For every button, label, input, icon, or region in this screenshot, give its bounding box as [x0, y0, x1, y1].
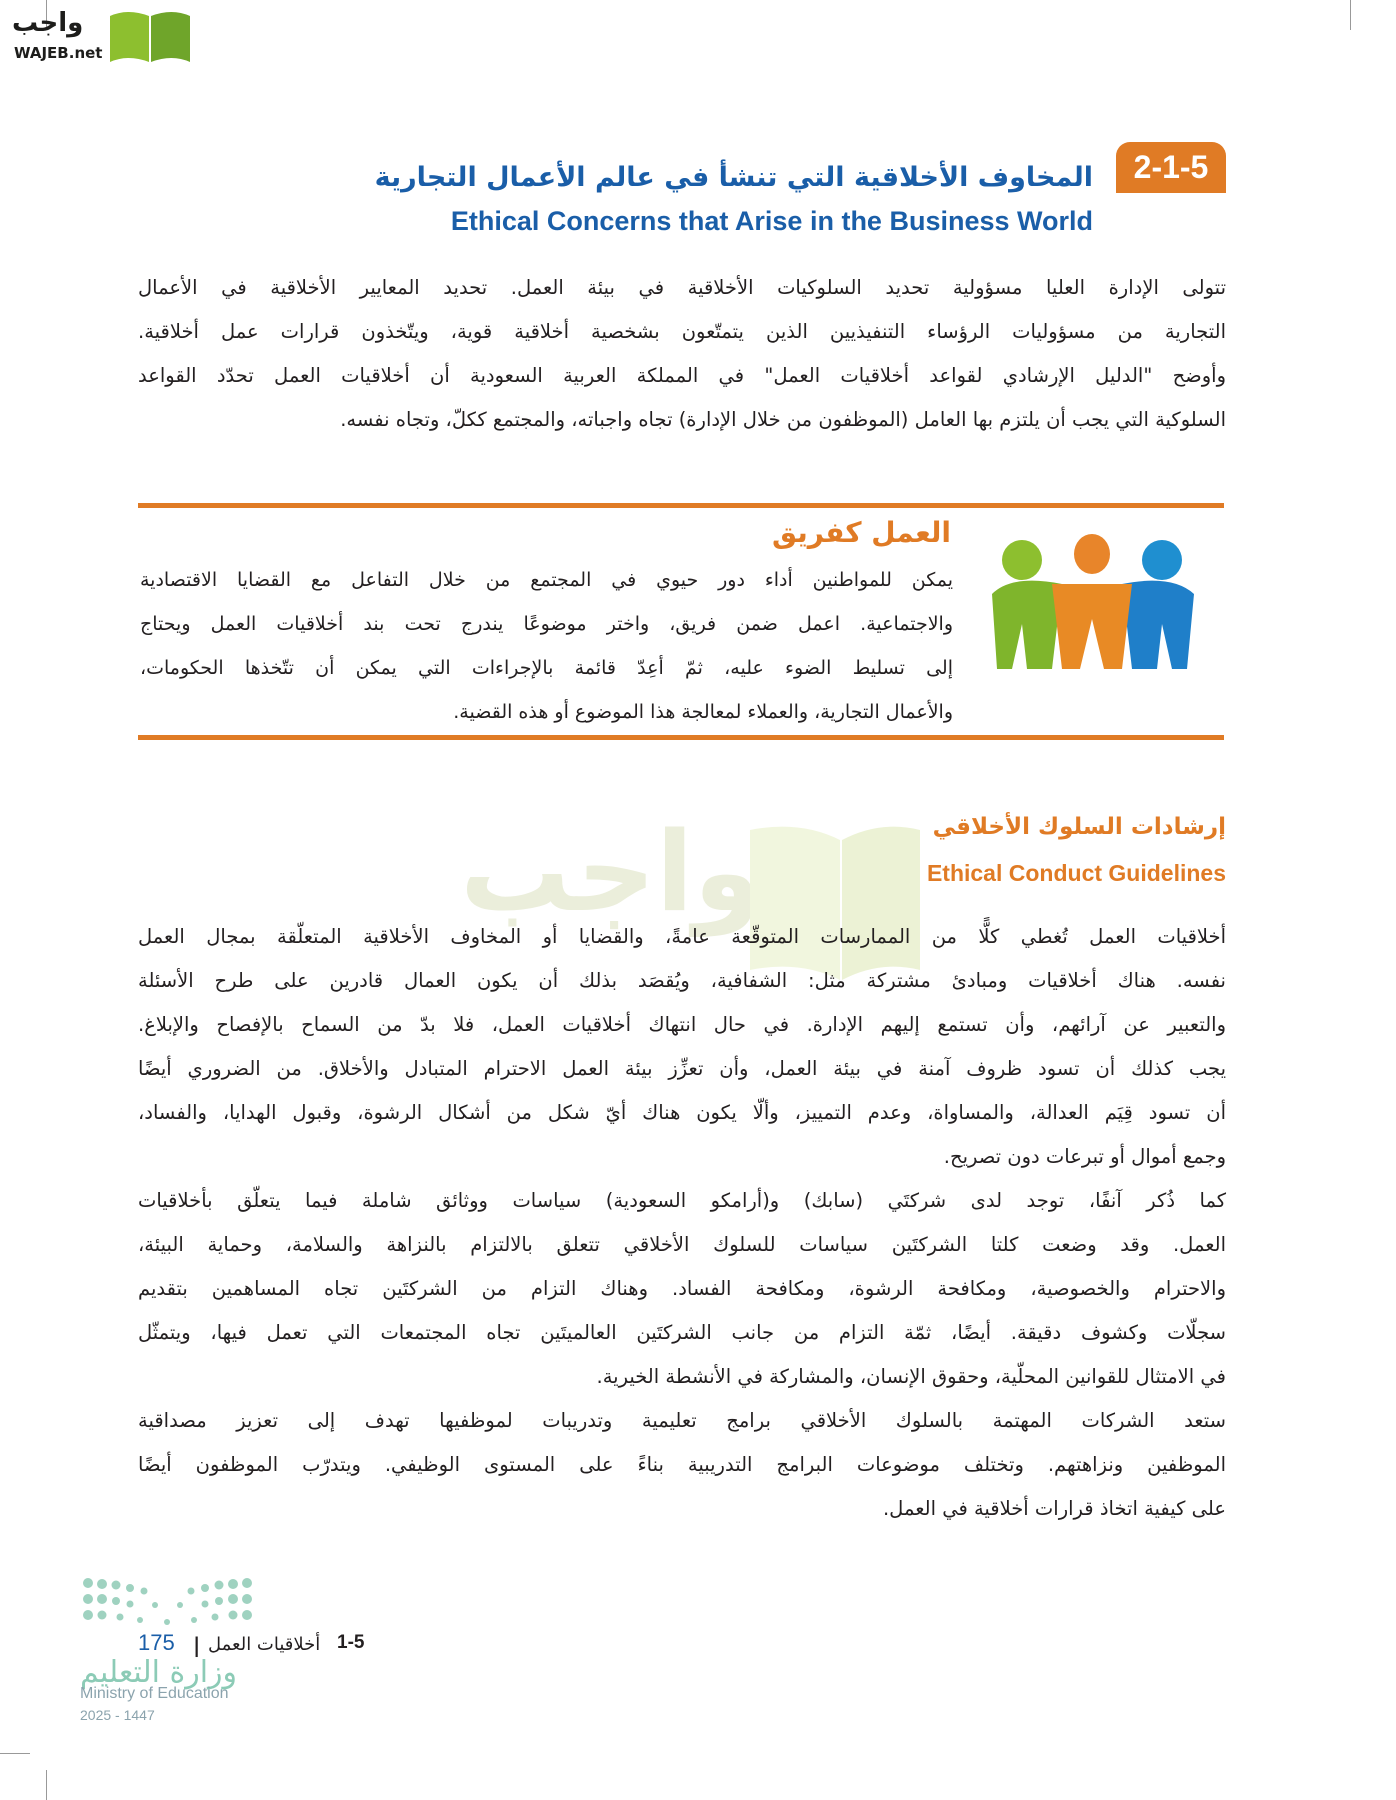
- text-line: وأوضح "الدليل الإرشادي لقواعد أخلاقيات العمل" في المملكة العربية السعودية أن أخلاقيات العمل تحدّد القواعد: [138, 364, 1226, 387]
- text-line: الموظفين ونزاهتهم. وتختلف موضوعات البرامج التدريبية بناءً على المستوى الوظيفي. ويتدرّب الموظفون أيضًا: [138, 1453, 1226, 1476]
- team-people-icon: [982, 534, 1202, 669]
- logo-sub: WAJEB.net: [14, 44, 103, 62]
- text-line: وجمع أموال أو تبرعات دون تصريح.: [943, 1145, 1226, 1168]
- text-line: والاحترام والخصوصية، ومكافحة الرشوة، ومكافحة الفساد. وهناك التزام من الشركتَين تجاه المساهمين بتقديم: [138, 1277, 1226, 1300]
- wajeb-logo[interactable]: [8, 4, 193, 66]
- ministry-logo-dots: [80, 1575, 255, 1635]
- ministry-year: 2025 - 1447: [80, 1707, 155, 1723]
- text-line: التجارية من مسؤوليات الرؤساء التنفيذيين الذين يتمتّعون بشخصية أخلاقية قوية، ويتّخذون قرارات عمل أخلاقية.: [138, 320, 1226, 343]
- text-line: في الامتثال للقوانين المحلّية، وحقوق الإنسان، والمشاركة في الأنشطة الخيرية.: [596, 1365, 1226, 1388]
- text-line: يمكن للمواطنين أداء دور حيوي في المجتمع من خلال التفاعل مع القضايا الاقتصادية: [140, 569, 953, 591]
- book-icon: [108, 8, 192, 64]
- crop-mark: [46, 1770, 47, 1800]
- guidelines-body: [138, 915, 1226, 1531]
- text-line: إلى تسليط الضوء عليه، ثمّ أعِدّ قائمة بالإجراءات التي يمكن أن تتّخذها الحكومات،: [140, 657, 953, 679]
- guidelines-title-en: Ethical Conduct Guidelines: [926, 860, 1226, 886]
- svg-text:واجب: واجب: [460, 820, 762, 936]
- text-line: تتولى الإدارة العليا مسؤولية تحديد السلوكيات الأخلاقية في بيئة العمل. تحديد المعايير الأخلاقية في الأعمال: [138, 276, 1226, 299]
- crop-mark: [1350, 0, 1351, 30]
- ministry-name-en: Ministry of Education: [80, 1685, 229, 1702]
- text-line: ستعد الشركات المهتمة بالسلوك الأخلاقي برامج تعليمية وتدريبات لموظفيها تهدف إلى تعزيز مصداقية: [138, 1409, 1226, 1432]
- teamwork-title: العمل كفريق: [771, 516, 951, 549]
- text-line: كما ذُكر آنفًا، توجد لدى شركتَي (سابك) و(أرامكو السعودية) سياسات ووثائق شاملة فيما يتعلّق بأخلاقيات: [138, 1189, 1226, 1212]
- box-bottom-rule: [138, 735, 1224, 740]
- intro-paragraph: [138, 266, 1226, 442]
- logo-text: واجب: [12, 8, 84, 38]
- text-line: والاجتماعية. اعمل ضمن فريق، واختر موضوعًا يندرج تحت بند أخلاقيات العمل ويحتاج: [140, 613, 953, 635]
- text-line: أن تسود قِيَم العدالة، والمساواة، وعدم التمييز، وألّا يكون هناك أيّ شكل من أشكال الرشوة، وقبول الهدايا، والفساد،: [138, 1101, 1226, 1124]
- text-line: والأعمال التجارية، والعملاء لمعالجة هذا الموضوع أو هذه القضية.: [453, 701, 953, 723]
- footer-separator: |: [193, 1633, 201, 1657]
- teamwork-text: [140, 558, 953, 734]
- ministry-name-ar: وزارة التعليم: [80, 1655, 238, 1690]
- box-top-rule: [138, 503, 1224, 508]
- section-title-en: Ethical Concerns that Arise in the Business World: [450, 206, 1093, 236]
- text-line: يجب كذلك أن تسود ظروف آمنة في بيئة العمل، وأن تعزِّز بيئة العمل الاحترام المتبادل والأخلاق. من الضروري أيضًا: [138, 1057, 1226, 1080]
- text-line: السلوكية التي يجب أن يلتزم بها العامل (الموظفون من خلال الإدارة) تجاه واجباته، والمجتمع ككلّ، وتجاه نفسه.: [340, 408, 1226, 431]
- text-line: على كيفية اتخاذ قرارات أخلاقية في العمل.: [882, 1497, 1226, 1520]
- section-title-ar: المخاوف الأخلاقية التي تنشأ في عالم الأعمال التجارية: [374, 162, 1093, 193]
- footer-chapter-title: أخلاقيات العمل: [208, 1634, 321, 1655]
- text-line: أخلاقيات العمل تُغطي كلًّا من الممارسات المتوقّعة عامةً، والقضايا أو المخاوف الأخلاقية المتعلّقة بمجال العمل: [138, 925, 1226, 948]
- footer-chapter-number: 1-5: [337, 1632, 365, 1653]
- text-line: والتعبير عن آرائهم، وأن تستمع إليهم الإدارة. في حال انتهاك أخلاقيات العمل، فلا بدّ من السماح بالإفصاح والإبلاغ.: [138, 1013, 1226, 1036]
- guidelines-title-ar: إرشادات السلوك الأخلاقي: [932, 814, 1226, 840]
- text-line: العمل. وقد وضعت كلتا الشركتَين سياسات للسلوك الأخلاقي تتعلق بالالتزام بالنزاهة والسلامة، وحماية البيئة،: [138, 1233, 1226, 1256]
- crop-mark: [0, 1753, 30, 1754]
- text-line: سجلّات وكشوف دقيقة. أيضًا، ثمّة التزام من جانب الشركتَين العالميتَين تجاه المجتمعات التي تعمل فيها، ويتمثّل: [138, 1321, 1226, 1344]
- text-line: نفسه. هناك أخلاقيات ومبادئ مشتركة مثل: الشفافية، ويُقصَد بذلك أن يكون العمال قادرين على طرح الأسئلة: [138, 969, 1226, 992]
- page-number: 175: [138, 1630, 175, 1655]
- section-number-badge: 2-1-5: [1116, 142, 1226, 193]
